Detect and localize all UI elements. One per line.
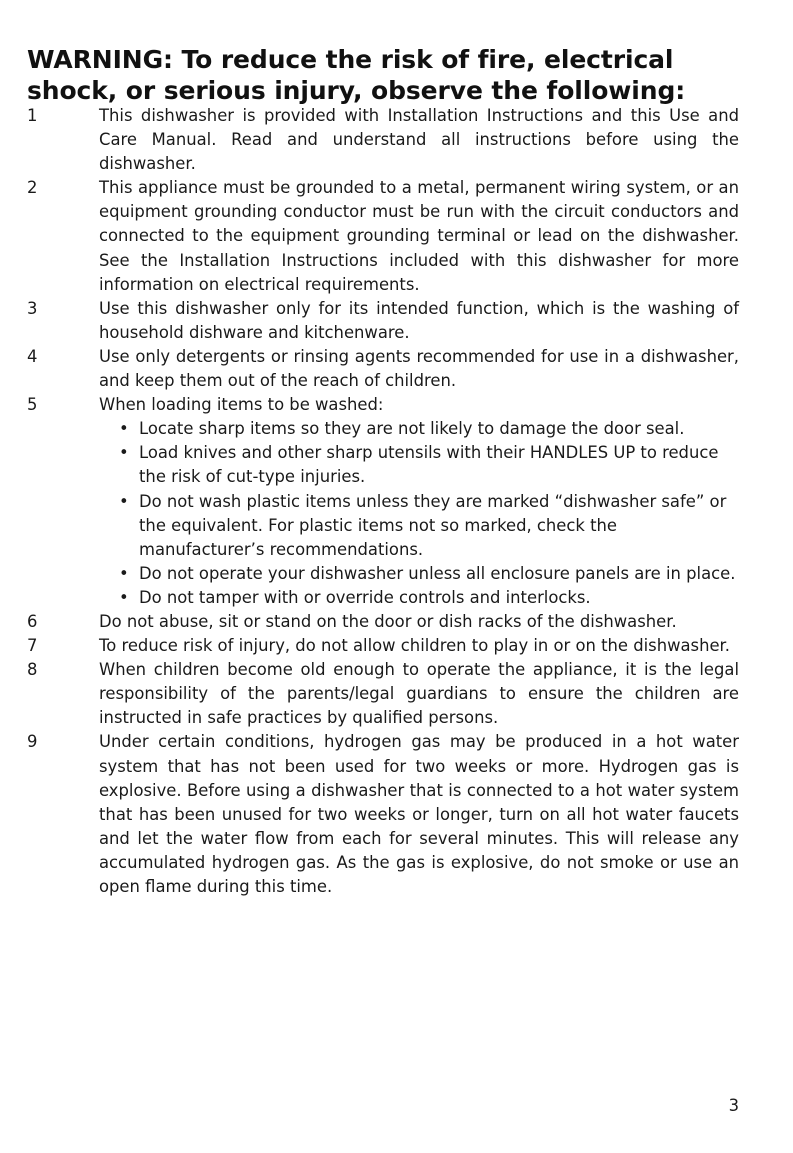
item-number: 7 [27, 636, 38, 656]
item-number: 8 [27, 660, 38, 680]
item-text: Under certain conditions, hydrogen gas may be produced in a hot water system that has not been used for two weeks or more. Hydrogen gas is explosive. Before using a dishwasher that is connected to a hot water system that has been unused for two weeks or longer, turn on all hot water faucets and let the water flow from each for several minutes. This will release any accumulated hydrogen gas. As the gas is explosive, do not smoke or use an open flame during this time. [99, 732, 739, 896]
bullet-icon: • [119, 491, 129, 511]
item-text: When loading items to be washed: [99, 395, 384, 415]
list-item [27, 730, 739, 899]
item-text: Use only detergents or rinsing agents recommended for use in a dishwasher, and keep them out of the reach of children. [99, 346, 739, 391]
item-number: 2 [27, 178, 38, 198]
bullet-item [119, 586, 739, 610]
bullet-icon: • [119, 563, 129, 583]
list-item [27, 658, 739, 730]
list-item [27, 610, 739, 634]
item-number: 6 [27, 611, 38, 631]
bullet-text: Do not tamper with or override controls and interlocks. [139, 587, 591, 607]
item-text: Do not abuse, sit or stand on the door or dish racks of the dishwasher. [99, 611, 677, 631]
item-text: This appliance must be grounded to a metal, permanent wiring system, or an equipment grounding conductor must be run with the circuit conductors and connected to the equipment grounding terminal or lead on the dishwasher. See the Installation Instructions included with this dishwasher for more information on electrical requirements. [99, 178, 739, 294]
item-number: 5 [27, 395, 38, 415]
bullet-text: Locate sharp items so they are not likely to damage the door seal. [139, 419, 685, 439]
list-item [27, 345, 739, 393]
loading-bullet-list [99, 417, 739, 610]
list-item [27, 176, 739, 296]
item-text: When children become old enough to operate the appliance, it is the legal responsibility of the parents/legal guardians to ensure the children are instructed in safe practices by qualified persons. [99, 660, 739, 728]
list-item [27, 393, 739, 610]
bullet-icon: • [119, 419, 129, 439]
item-text: This dishwasher is provided with Installation Instructions and this Use and Care Manual. Read and understand all instructions before using the dishwasher. [99, 106, 739, 174]
bullet-item [119, 490, 739, 562]
item-number: 4 [27, 346, 38, 366]
bullet-text: Do not operate your dishwasher unless all enclosure panels are in place. [139, 563, 736, 583]
item-text: To reduce risk of injury, do not allow children to play in or on the dishwasher. [99, 636, 731, 656]
list-item [27, 634, 739, 658]
bullet-item [119, 417, 739, 441]
bullet-text: Do not wash plastic items unless they are marked “dishwasher safe” or the equivalent. For plastic items not so marked, check the manufacturer’s recommendations. [139, 491, 727, 559]
bullet-icon: • [119, 443, 129, 463]
page-number: 3 [728, 1096, 739, 1115]
bullet-text: Load knives and other sharp utensils with their HANDLES UP to reduce the risk of cut-type injuries. [139, 443, 719, 487]
safety-instructions-list [27, 104, 739, 899]
list-item [27, 297, 739, 345]
bullet-item [119, 441, 739, 489]
list-item [27, 104, 739, 176]
item-number: 1 [27, 106, 38, 125]
item-number: 3 [27, 298, 38, 318]
bullet-icon: • [119, 587, 129, 607]
warning-heading: WARNING: To reduce the risk of fire, electrical shock, or serious injury, observe the following: [27, 45, 686, 105]
item-text: Use this dishwasher only for its intended function, which is the washing of household dishware and kitchenware. [99, 298, 739, 342]
bullet-item [119, 562, 739, 586]
item-number: 9 [27, 732, 38, 752]
